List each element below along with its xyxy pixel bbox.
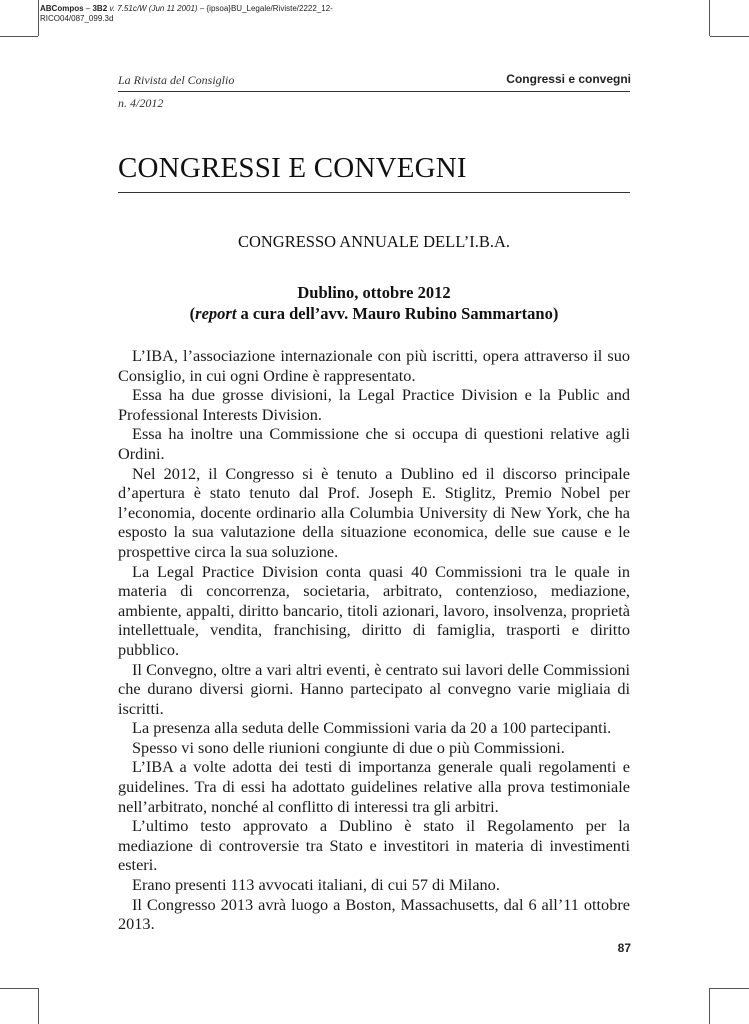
title-divider — [118, 192, 630, 193]
article-subtitle: CONGRESSO ANNUALE DELL’I.B.A. — [237, 232, 511, 251]
slug-program: ABCompos — [40, 4, 84, 13]
issue-number: n. 4/2012 — [118, 96, 164, 110]
crop-mark — [38, 0, 39, 36]
paragraph: L’ultimo testo approvato a Dublino è stato il Regolamento per la mediazione di controversie tra Stato e investitori in materia di investimenti esteri. — [118, 816, 630, 875]
dateline-place-date: Dublino, ottobre 2012 — [297, 283, 451, 302]
dateline-author-rest: a cura dell’avv. Mauro Rubino Sammartano) — [236, 304, 559, 323]
paragraph: L’IBA, l’associazione internazionale con più iscritti, opera attraverso il suo Consiglio, in cui ogni Ordine è rappresentato. — [118, 346, 630, 385]
crop-mark — [0, 36, 38, 37]
header-divider — [118, 91, 630, 92]
running-header-journal: La Rivista del Consiglio — [118, 73, 235, 87]
running-header-section: Congressi e convegni — [506, 72, 631, 86]
dateline — [118, 282, 630, 324]
crop-mark — [710, 36, 749, 37]
crop-mark — [709, 0, 710, 36]
paragraph: Erano presenti 113 avvocati italiani, di cui 57 di Milano. — [132, 875, 500, 895]
crop-mark — [710, 988, 749, 989]
slug-version-detail: v. 7.51c/W (Jun 11 2001) — [109, 4, 198, 13]
paragraph: Il Congresso 2013 avrà luogo a Boston, Massachusetts, dal 6 all’11 ottobre 2013. — [118, 894, 630, 934]
paragraph: Il Convegno, oltre a vari altri eventi, è centrato sui lavori delle Commissioni che durano diversi giorni. Hanno partecipato al convegno varie migliaia di iscritti. — [118, 659, 630, 718]
paragraph: La Legal Practice Division conta quasi 40 Commissioni tra le quale in materia di concorrenza, societaria, arbitrato, contenzioso, mediazione, ambiente, appalti, diritto bancario, titoli azionari, lavoro, insolvenza, proprietà intellettuale, vendita, franchising, diritto di famiglia, trasporti e diritto pubblico. — [118, 561, 630, 659]
paragraph: La presenza alla seduta delle Commissioni varia da 20 a 100 partecipanti. — [132, 718, 612, 738]
crop-mark — [38, 988, 39, 1024]
paragraph: Essa ha due grosse divisioni, la Legal Practice Division e la Public and Professional Interests Division. — [118, 385, 630, 424]
paragraph: Spesso vi sono delle riunioni congiunte di due o più Commissioni. — [132, 737, 565, 757]
slug-version-label: 3B2 — [92, 4, 108, 13]
page-title: CONGRESSI E CONVEGNI — [118, 152, 467, 184]
paragraph: Nel 2012, il Congresso si è tenuto a Dublino ed il discorso principale d’apertura è stato tenuto dal Prof. Joseph E. Stiglitz, Premio Nobel per l’economia, docente ordinario alla Columbia University di New York, che ha esposto la sua valutazione della situazione economica, delle sue cause e le prospettive circa la sua soluzione. — [118, 463, 630, 561]
dateline-author — [118, 303, 630, 324]
crop-mark — [709, 988, 710, 1024]
typesetting-slug: ABCompos – 3B2 v. 7.51c/W (Jun 11 2001) – {ipsoa}BU_Legale/Riviste/2222_12-RICO04/087_099.3d — [40, 4, 333, 23]
page-number: 87 — [617, 941, 631, 955]
dateline-open-paren: ( — [189, 304, 196, 323]
dateline-report-word: report — [195, 304, 237, 323]
slug-path: {ipsoa}BU_Legale/Riviste/2222_12-RICO04/087_099.3d — [40, 4, 333, 23]
article-body — [118, 346, 630, 934]
paragraph: L’IBA a volte adotta dei testi di importanza generale quali regolamenti e guidelines. Tra di essi ha adottato guidelines relative alla prova testimoniale nell’arbitrato, nonché al conflitto di interessi tra gli arbitri. — [118, 757, 630, 816]
crop-mark — [0, 988, 38, 989]
paragraph: Essa ha inoltre una Commissione che si occupa di questioni relative agli Ordini. — [118, 424, 630, 463]
